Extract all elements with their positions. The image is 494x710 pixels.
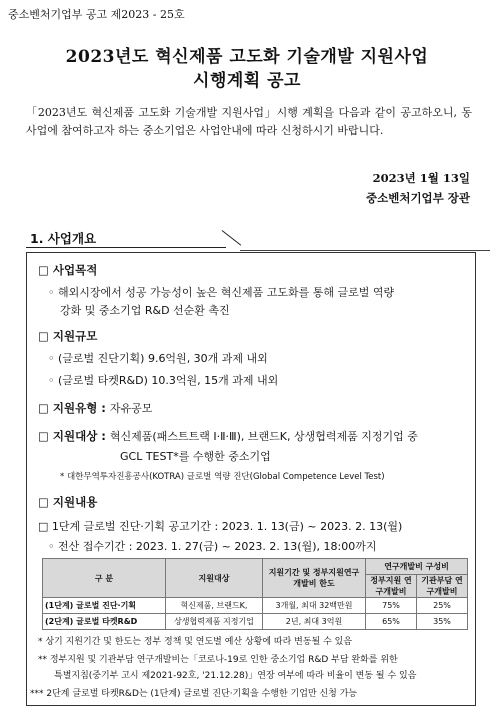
col-category: 구 분 (43, 559, 166, 598)
scale-line-2: ◦ (글로벌 타켓R&D) 10.3억원, 15개 과제 내외 (48, 374, 279, 387)
purpose-line-1: ◦ 해외시장에서 성공 가능성이 높은 혁신제품 고도화를 통해 글로벌 역량 (48, 286, 395, 299)
footnote-1: * 상기 지원기간 및 한도는 정부 정책 및 연도별 예산 상황에 따라 변동될 수 있음 (38, 637, 353, 647)
row-inst: 35% (417, 614, 468, 630)
purpose-line-2: 강화 및 중소기업 R&D 선순환 촉진 (60, 304, 230, 317)
table-row (43, 614, 468, 630)
page-title: 2023년도 혁신제품 고도화 기술개발 지원사업 (65, 47, 429, 67)
support-table (42, 558, 468, 630)
row-target: 혁신제품, 브랜드K, (166, 598, 263, 614)
content-heading: □ 지원내용 (38, 495, 98, 509)
col-gov: 정부지원 연구개발비 (366, 575, 417, 598)
type-value: 자유공모 (109, 402, 153, 415)
col-target: 지원대상 (166, 559, 263, 598)
row-name: (2단계) 글로벌 타켓R&D (43, 614, 166, 630)
col-inst: 기관부담 연구개발비 (417, 575, 468, 598)
row-inst: 25% (417, 598, 468, 614)
type-line (38, 400, 152, 416)
target-line-1 (38, 428, 418, 444)
page-subtitle: 시행계획 공고 (193, 71, 301, 91)
target-heading: □ 지원대상 : (38, 429, 110, 443)
type-heading: □ 지원유형 : (38, 401, 110, 415)
row-gov: 75% (366, 598, 417, 614)
footnote-3: *** 2단계 글로벌 타켓R&D는 (1단계) 글로벌 진단·기획을 수행한 기업만 신청 가능 (30, 689, 358, 699)
col-period: 지원기간 및 정부지원연구개발비 한도 (263, 559, 366, 598)
target-line-2: GCL TEST*를 수행한 중소기업 (120, 450, 271, 463)
row-target: 상생협력제품 지정기업 (166, 614, 263, 630)
target-text-1: 혁신제품(패스트트랙 Ⅰ·Ⅱ·Ⅲ), 브랜드K, 상생협력제품 지정기업 중 (109, 430, 418, 443)
heading-tail-line (240, 250, 490, 251)
issuing-organization: 중소벤처기업부 장관 (366, 191, 470, 205)
scale-heading: □ 지원규모 (38, 329, 98, 343)
footnote-2a: ** 정부지원 및 기관부담 연구개발비는「코로나-19로 인한 중소기업 R&D 부담 완화를 위한 (38, 655, 398, 665)
col-cost-ratio: 연구개발비 구성비 (366, 559, 468, 575)
heading-slant-line (222, 230, 242, 246)
table-row (43, 598, 468, 614)
scale-line-1: ◦ (글로벌 진단기획) 9.6억원, 30개 과제 내외 (48, 352, 268, 365)
content-line-2: ◦ 전산 접수기간 : 2023. 1. 27(금) ~ 2023. 2. 13(월), 18:00까지 (48, 540, 377, 553)
row-period: 2년, 최대 3억원 (263, 614, 366, 630)
section-heading-label: 1. 사업개요 (30, 231, 97, 246)
announcement-date: 2023년 1월 13일 (372, 171, 470, 185)
footnote-2b: 특별지침(중기부 고시 제2021-92호, '21.12.28)」연장 여부에 따라 비율이 변동 될 수 있음 (54, 671, 417, 681)
purpose-heading: □ 사업목적 (38, 263, 98, 277)
row-gov: 65% (366, 614, 417, 630)
row-period: 3개월, 최대 32백만원 (263, 598, 366, 614)
notice-number: 중소벤처기업부 공고 제2023 - 25호 (8, 8, 185, 21)
heading-underline (26, 247, 226, 248)
target-footnote: * 대한무역투자진흥공사(KOTRA) 글로벌 역량 진단(Global Competence Level Test) (60, 472, 385, 482)
content-line-1: □ 1단계 글로벌 진단·기획 공고기간 : 2023. 1. 13(금) ~ 2023. 2. 13(월) (38, 520, 403, 533)
row-name: (1단계) 글로벌 진단·기획 (43, 598, 166, 614)
section-heading (26, 226, 226, 248)
intro-paragraph: 「2023년도 혁신제품 고도화 기술개발 지원사업」시행 계획을 다음과 같이 공고하오니, 동 사업에 참여하고자 하는 중소기업은 사업안내에 따라 신청하시기 바랍니다. (26, 106, 472, 137)
